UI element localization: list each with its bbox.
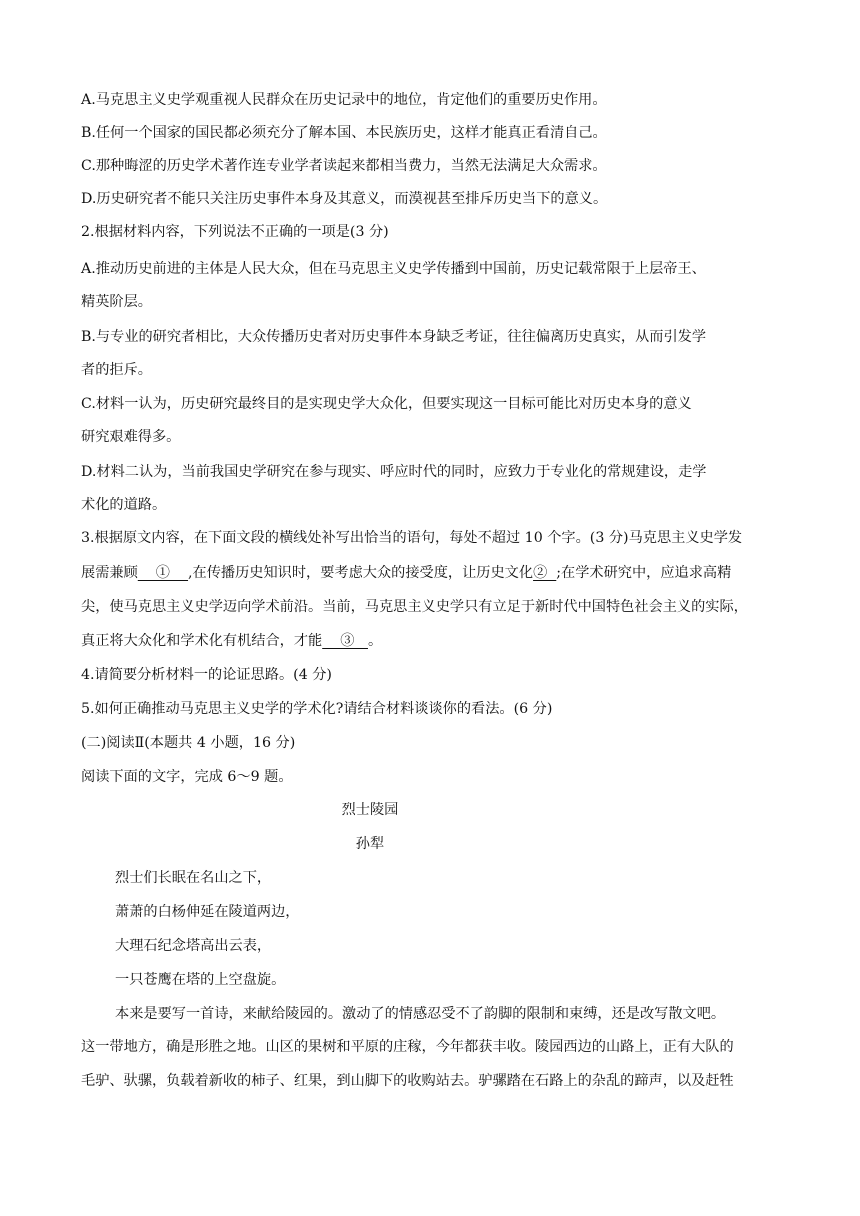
q2-option-c-line1: C.材料一认为，历史研究最终目的是实现史学大众化，但要实现这一目标可能比对历史本身的意义 xyxy=(81,396,692,412)
poem-line: 大理石纪念塔高出云表， xyxy=(115,938,272,954)
q3-text: ;在学术研究中，应追求高精 xyxy=(556,565,732,581)
q5-stem: 5.如何正确推动马克思主义史学的学术化?请结合材料谈谈你的看法。(6 分) xyxy=(81,701,553,717)
q3-line4 xyxy=(81,631,382,651)
section2-instruction: 阅读下面的文字，完成 6～9 题。 xyxy=(81,769,293,785)
q1-option-b: B.任何一个国家的国民都必须充分了解本国、本民族历史，这样才能真正看清自己。 xyxy=(81,125,607,141)
poem-line: 烈士们长眠在名山之下， xyxy=(115,870,272,886)
q3-line1: 3.根据原文内容，在下面文段的横线处补写出恰当的语句，每处不超过 10 个字。(3 分)马克思主义史学发 xyxy=(81,530,743,546)
q2-option-a-line1: A.推动历史前进的主体是人民大众，但在马克思主义史学传播到中国前，历史记载常限于上层帝王、 xyxy=(81,261,706,277)
q2-option-d-line1: D.材料二认为，当前我国史学研究在参与现实、呼应时代的同时，应致力于专业化的常规建设，走学 xyxy=(81,464,707,480)
q3-text: 展需兼顾 xyxy=(81,565,138,581)
prose-line: 毛驴、驮骡，负载着新收的柿子、红果，到山脚下的收购站去。驴骡踏在石路上的杂乱的蹄声，以及赶牲 xyxy=(81,1073,734,1089)
poem-line: 一只苍鹰在塔的上空盘旋。 xyxy=(115,972,286,988)
q3-text: 。 xyxy=(367,633,383,649)
q2-option-d-line2: 术化的道路。 xyxy=(81,497,167,513)
q2-option-b-line2: 者的拒斥。 xyxy=(81,362,152,378)
q1-option-a: A.马克思主义史学观重视人民群众在历史记录中的地位，肯定他们的重要历史作用。 xyxy=(81,92,607,108)
prose-line: 本来是要写一首诗，来献给陵园的。激动了的情感忍受不了韵脚的限制和束缚，还是改写散文吧。 xyxy=(115,1006,726,1022)
poem-line: 萧萧的白杨伸延在陵道两边， xyxy=(115,904,300,920)
article-author: 孙犁 xyxy=(355,836,385,852)
article-title: 烈士陵园 xyxy=(341,802,399,818)
q2-option-b-line1: B.与专业的研究者相比，大众传播历史者对历史事件本身缺乏考证，往往偏离历史真实，从而引发学 xyxy=(81,329,707,345)
q3-text: 真正将大众化和学术化有机结合，才能 xyxy=(81,633,323,649)
q3-line2 xyxy=(81,563,731,583)
blank-2: ② xyxy=(533,565,557,581)
q2-option-a-line2: 精英阶层。 xyxy=(81,294,152,310)
q2-stem: 2.根据材料内容，下列说法不正确的一项是(3 分) xyxy=(81,224,389,240)
blank-1: ① xyxy=(137,565,189,581)
blank-3: ③ xyxy=(322,633,368,649)
prose-line: 这一带地方，确是形胜之地。山区的果树和平原的庄稼，今年都获丰收。陵园西边的山路上，正有大队的 xyxy=(81,1039,734,1055)
q1-option-c: C.那种晦涩的历史学术著作连专业学者读起来都相当费力，当然无法满足大众需求。 xyxy=(81,158,607,174)
q2-option-c-line2: 研究艰难得多。 xyxy=(81,429,181,445)
q1-option-d: D.历史研究者不能只关注历史事件本身及其意义，而漠视甚至排斥历史当下的意义。 xyxy=(81,191,608,207)
q3-text: ,在传播历史知识时，要考虑大众的接受度，让历史文化 xyxy=(188,565,534,581)
q3-line3: 尖，使马克思主义史学迈向学术前沿。当前，马克思主义史学只有立足于新时代中国特色社会主义的实际， xyxy=(81,599,748,615)
section2-heading: (二)阅读Ⅱ(本题共 4 小题，16 分) xyxy=(81,735,296,751)
q4-stem: 4.请简要分析材料一的论证思路。(4 分) xyxy=(81,667,332,683)
